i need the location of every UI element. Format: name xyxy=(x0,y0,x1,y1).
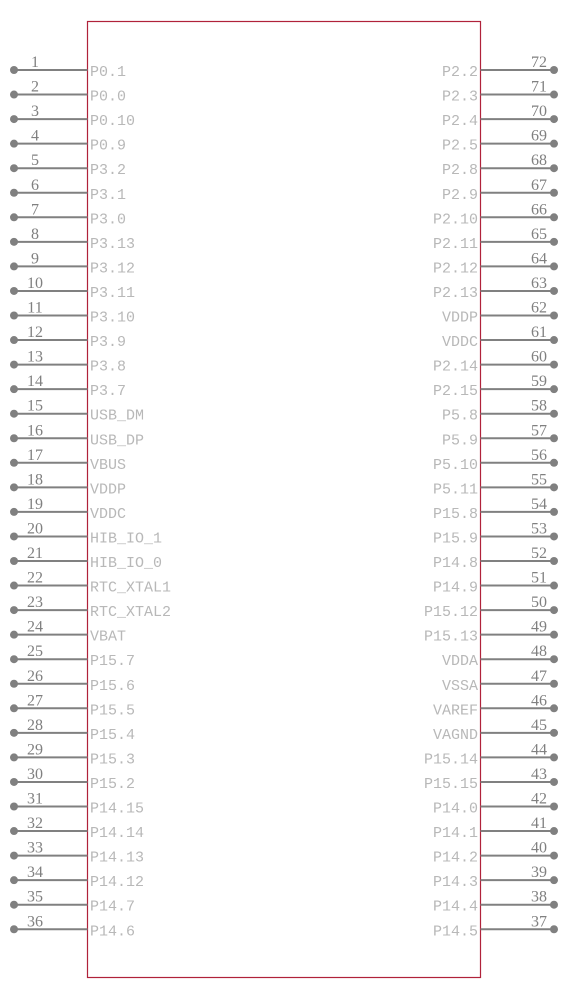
pin-endpoint-dot xyxy=(550,238,558,246)
pin-57 xyxy=(442,422,558,449)
pin-number: 63 xyxy=(531,274,547,292)
pin-endpoint-dot xyxy=(10,115,18,123)
pin-endpoint-dot xyxy=(10,655,18,663)
pin-number: 57 xyxy=(531,422,547,440)
pin-number: 39 xyxy=(531,864,547,882)
pin-13 xyxy=(10,349,126,376)
pin-23 xyxy=(10,594,171,621)
pin-endpoint-dot xyxy=(10,508,18,516)
pin-10 xyxy=(10,275,135,302)
pin-60 xyxy=(433,349,558,376)
pin-endpoint-dot xyxy=(10,213,18,221)
pin-number: 54 xyxy=(531,495,547,513)
pin-49 xyxy=(424,619,558,646)
pin-name-label: P15.14 xyxy=(423,751,478,769)
pin-number: 23 xyxy=(27,594,43,612)
pin-endpoint-dot xyxy=(550,606,558,614)
pin-endpoint-dot xyxy=(10,66,18,74)
pin-45 xyxy=(433,717,558,744)
pin-43 xyxy=(424,766,558,793)
pin-endpoint-dot xyxy=(550,827,558,835)
pin-2 xyxy=(10,79,126,106)
pin-name-label: VBAT xyxy=(90,628,127,646)
pin-endpoint-dot xyxy=(550,876,558,884)
pin-21 xyxy=(10,545,162,572)
pin-number: 66 xyxy=(531,201,547,219)
pin-name-label: P14.15 xyxy=(90,800,145,818)
pin-name-label: P2.3 xyxy=(441,88,478,106)
pin-endpoint-dot xyxy=(550,213,558,221)
pin-endpoint-dot xyxy=(10,532,18,540)
pin-35 xyxy=(10,889,135,916)
pin-number: 18 xyxy=(27,471,43,489)
pin-endpoint-dot xyxy=(10,385,18,393)
pin-endpoint-dot xyxy=(10,876,18,884)
pin-50 xyxy=(424,594,558,621)
ic-body-outline xyxy=(88,22,481,978)
pin-4 xyxy=(10,128,126,155)
pin-name-label: HIB_IO_0 xyxy=(90,555,163,572)
pin-endpoint-dot xyxy=(10,361,18,369)
pin-endpoint-dot xyxy=(10,483,18,491)
pin-12 xyxy=(10,324,126,351)
pin-endpoint-dot xyxy=(10,680,18,688)
pin-endpoint-dot xyxy=(550,803,558,811)
pin-33 xyxy=(10,840,144,867)
pin-endpoint-dot xyxy=(10,287,18,295)
pin-number: 55 xyxy=(531,471,547,489)
pin-endpoint-dot xyxy=(550,459,558,467)
pin-name-label: P3.7 xyxy=(90,383,127,401)
pin-28 xyxy=(10,717,135,744)
pin-name-label: P14.2 xyxy=(432,849,478,867)
pin-number: 8 xyxy=(31,225,39,243)
pin-37 xyxy=(433,913,558,940)
pin-endpoint-dot xyxy=(10,729,18,737)
pin-number: 50 xyxy=(531,594,547,612)
pin-71 xyxy=(442,79,558,106)
pin-72 xyxy=(442,54,558,81)
pin-number: 60 xyxy=(531,348,547,366)
pin-7 xyxy=(10,201,126,228)
pin-number: 49 xyxy=(531,618,547,636)
pin-61 xyxy=(442,324,558,351)
pin-44 xyxy=(424,741,558,768)
pin-endpoint-dot xyxy=(550,312,558,320)
pin-number: 67 xyxy=(531,176,547,194)
pin-6 xyxy=(10,177,126,204)
pin-name-label: P14.3 xyxy=(432,874,478,892)
pin-46 xyxy=(433,692,558,719)
pin-endpoint-dot xyxy=(550,483,558,491)
pin-name-label: P3.0 xyxy=(90,211,127,229)
pin-number: 40 xyxy=(531,839,547,857)
pin-name-label: USB_DM xyxy=(90,407,145,425)
pin-11 xyxy=(10,300,135,327)
pin-name-label: P0.10 xyxy=(90,113,136,131)
pin-63 xyxy=(433,275,558,302)
pin-endpoint-dot xyxy=(10,778,18,786)
pin-name-label: P2.5 xyxy=(441,137,478,155)
pin-8 xyxy=(10,226,135,253)
right-pin-group xyxy=(424,54,558,940)
pin-number: 56 xyxy=(531,446,547,464)
pin-endpoint-dot xyxy=(550,655,558,663)
pin-name-label: P14.14 xyxy=(90,825,145,843)
pin-number: 46 xyxy=(531,692,547,710)
pin-number: 65 xyxy=(531,225,547,243)
pin-number: 36 xyxy=(27,913,43,931)
pin-endpoint-dot xyxy=(10,606,18,614)
pin-name-label: P14.13 xyxy=(90,849,145,867)
pin-number: 32 xyxy=(27,815,43,833)
pin-34 xyxy=(10,864,144,891)
pin-endpoint-dot xyxy=(10,410,18,418)
pin-name-label: P14.5 xyxy=(432,923,478,941)
pin-52 xyxy=(433,545,558,572)
pin-name-label: P3.13 xyxy=(90,235,136,253)
pin-number: 20 xyxy=(27,520,43,538)
pin-15 xyxy=(10,398,144,425)
pin-number: 6 xyxy=(31,176,39,194)
pin-name-label: VDDA xyxy=(441,653,478,671)
pin-number: 48 xyxy=(531,643,547,661)
pin-name-label: P3.1 xyxy=(90,186,127,204)
pin-name-label: VDDP xyxy=(441,309,478,327)
pin-endpoint-dot xyxy=(550,704,558,712)
pin-number: 15 xyxy=(27,397,43,415)
pin-number: 14 xyxy=(27,373,43,391)
pin-name-label: P3.10 xyxy=(90,309,136,327)
pin-number: 44 xyxy=(531,741,547,759)
pin-endpoint-dot xyxy=(550,778,558,786)
pin-name-label: P14.6 xyxy=(90,923,136,941)
pin-38 xyxy=(433,889,558,916)
pin-55 xyxy=(433,471,558,498)
pin-name-label: RTC_XTAL2 xyxy=(90,604,172,622)
pin-endpoint-dot xyxy=(550,680,558,688)
pin-40 xyxy=(433,840,558,867)
pin-25 xyxy=(10,643,135,670)
pin-number: 37 xyxy=(531,913,547,931)
pin-endpoint-dot xyxy=(10,312,18,320)
pin-30 xyxy=(10,766,135,793)
pin-name-label: P15.6 xyxy=(90,677,136,695)
pin-number: 4 xyxy=(31,127,39,145)
pin-number: 2 xyxy=(31,78,39,96)
pin-number: 61 xyxy=(531,324,547,342)
pin-endpoint-dot xyxy=(550,508,558,516)
pin-18 xyxy=(10,471,126,498)
pin-16 xyxy=(10,422,144,449)
pin-name-label: P14.4 xyxy=(432,898,478,916)
pin-number: 13 xyxy=(27,348,43,366)
pin-name-label: P2.13 xyxy=(432,284,478,302)
pin-number: 43 xyxy=(531,765,547,783)
pin-name-label: VSSA xyxy=(441,677,478,695)
pin-name-label: P3.8 xyxy=(90,358,127,376)
pin-22 xyxy=(10,570,171,597)
pin-number: 28 xyxy=(27,716,43,734)
pin-51 xyxy=(433,570,558,597)
pin-endpoint-dot xyxy=(550,140,558,148)
pin-number: 53 xyxy=(531,520,547,538)
pin-endpoint-dot xyxy=(550,410,558,418)
pin-name-label: VDDC xyxy=(441,334,478,352)
pin-number: 12 xyxy=(27,324,43,342)
pin-number: 22 xyxy=(27,569,43,587)
pin-36 xyxy=(10,913,135,940)
pin-67 xyxy=(442,177,558,204)
pin-number: 17 xyxy=(27,446,43,464)
pin-name-label: VBUS xyxy=(90,456,127,474)
pin-name-label: P15.13 xyxy=(423,628,478,646)
pin-name-label: P14.8 xyxy=(432,555,478,572)
pin-32 xyxy=(10,815,144,842)
pin-65 xyxy=(433,226,558,253)
pin-name-label: P0.9 xyxy=(90,137,127,155)
pin-name-label: P2.12 xyxy=(432,260,478,278)
pin-number: 33 xyxy=(27,839,43,857)
pin-endpoint-dot xyxy=(550,901,558,909)
pin-1 xyxy=(10,54,126,81)
pin-number: 3 xyxy=(31,103,39,121)
pin-number: 26 xyxy=(27,667,43,685)
pin-endpoint-dot xyxy=(550,434,558,442)
pin-endpoint-dot xyxy=(550,385,558,393)
pin-endpoint-dot xyxy=(10,852,18,860)
pin-47 xyxy=(442,668,558,695)
pin-number: 47 xyxy=(531,667,547,685)
pin-64 xyxy=(433,250,558,277)
pin-name-label: VAREF xyxy=(432,702,478,720)
pin-name-label: P3.2 xyxy=(90,162,127,180)
pin-name-label: VAGND xyxy=(432,726,478,744)
pin-name-label: P15.9 xyxy=(432,530,478,548)
pin-endpoint-dot xyxy=(10,459,18,467)
pin-53 xyxy=(433,520,558,547)
pin-number: 72 xyxy=(531,54,547,71)
pin-name-label: P2.10 xyxy=(432,211,478,229)
pin-endpoint-dot xyxy=(550,532,558,540)
pin-number: 42 xyxy=(531,790,547,808)
pin-3 xyxy=(10,103,135,130)
pin-name-label: USB_DP xyxy=(90,432,145,450)
pin-endpoint-dot xyxy=(10,140,18,148)
pin-27 xyxy=(10,692,135,719)
pin-68 xyxy=(442,152,558,179)
pin-58 xyxy=(442,398,558,425)
pin-endpoint-dot xyxy=(550,336,558,344)
pin-endpoint-dot xyxy=(10,631,18,639)
pin-number: 45 xyxy=(531,716,547,734)
left-pin-group xyxy=(10,54,171,940)
pin-39 xyxy=(433,864,558,891)
pin-69 xyxy=(442,128,558,155)
pin-41 xyxy=(433,815,558,842)
pin-54 xyxy=(433,496,558,523)
pin-name-label: P3.9 xyxy=(90,334,127,352)
pin-name-label: P14.12 xyxy=(90,874,145,892)
pin-number: 51 xyxy=(531,569,547,587)
pin-number: 71 xyxy=(531,78,547,96)
pin-26 xyxy=(10,668,135,695)
pin-14 xyxy=(10,373,126,400)
pin-name-label: P5.9 xyxy=(441,432,478,450)
pin-name-label: VDDC xyxy=(90,505,127,523)
pin-endpoint-dot xyxy=(10,582,18,590)
pin-number: 29 xyxy=(27,741,43,759)
pin-name-label: P2.2 xyxy=(441,64,478,81)
pin-5 xyxy=(10,152,126,179)
pin-name-label: P15.7 xyxy=(90,653,136,671)
pin-endpoint-dot xyxy=(10,803,18,811)
pin-19 xyxy=(10,496,126,523)
pin-endpoint-dot xyxy=(550,753,558,761)
pin-56 xyxy=(433,447,558,474)
pin-name-label: HIB_IO_1 xyxy=(90,530,163,548)
pin-20 xyxy=(10,520,162,547)
pin-name-label: P2.14 xyxy=(432,358,478,376)
pin-name-label: P0.1 xyxy=(90,64,127,81)
pin-name-label: P15.15 xyxy=(423,775,478,793)
pin-number: 31 xyxy=(27,790,43,808)
pin-number: 58 xyxy=(531,397,547,415)
pin-endpoint-dot xyxy=(10,557,18,565)
pin-number: 62 xyxy=(531,299,547,317)
pin-endpoint-dot xyxy=(10,753,18,761)
pin-name-label: P15.5 xyxy=(90,702,136,720)
pin-number: 24 xyxy=(27,618,43,636)
pin-endpoint-dot xyxy=(10,262,18,270)
pin-endpoint-dot xyxy=(10,164,18,172)
pin-name-label: P14.9 xyxy=(432,579,478,597)
pin-number: 11 xyxy=(27,299,43,317)
pin-name-label: RTC_XTAL1 xyxy=(90,579,172,597)
pin-name-label: P5.8 xyxy=(441,407,478,425)
pin-number: 27 xyxy=(27,692,43,710)
pin-endpoint-dot xyxy=(10,336,18,344)
pin-endpoint-dot xyxy=(10,827,18,835)
pin-number: 19 xyxy=(27,495,43,513)
pin-48 xyxy=(442,643,558,670)
pin-endpoint-dot xyxy=(10,189,18,197)
pin-number: 7 xyxy=(31,201,39,219)
pin-name-label: P15.4 xyxy=(90,726,136,744)
pin-number: 34 xyxy=(27,864,43,882)
pin-endpoint-dot xyxy=(550,925,558,933)
pin-endpoint-dot xyxy=(550,287,558,295)
pin-endpoint-dot xyxy=(10,925,18,933)
pin-endpoint-dot xyxy=(10,91,18,99)
pin-number: 9 xyxy=(31,250,39,268)
pin-name-label: P14.1 xyxy=(432,825,478,843)
pin-name-label: P15.8 xyxy=(432,505,478,523)
pin-name-label: P5.10 xyxy=(432,456,478,474)
pin-number: 64 xyxy=(531,250,547,268)
pin-number: 59 xyxy=(531,373,547,391)
pin-70 xyxy=(442,103,558,130)
pin-name-label: P14.0 xyxy=(432,800,478,818)
pin-17 xyxy=(10,447,126,474)
pin-name-label: P2.8 xyxy=(441,162,478,180)
pin-number: 70 xyxy=(531,103,547,121)
pin-name-label: P2.9 xyxy=(441,186,478,204)
pin-42 xyxy=(433,791,558,818)
pin-endpoint-dot xyxy=(550,115,558,123)
pin-name-label: P3.12 xyxy=(90,260,136,278)
pin-endpoint-dot xyxy=(550,852,558,860)
pin-24 xyxy=(10,619,126,646)
pin-name-label: P2.11 xyxy=(432,235,478,253)
pin-number: 69 xyxy=(531,127,547,145)
pin-endpoint-dot xyxy=(10,901,18,909)
pin-endpoint-dot xyxy=(550,66,558,74)
pin-name-label: P5.11 xyxy=(432,481,478,499)
pin-number: 10 xyxy=(27,274,43,292)
pin-endpoint-dot xyxy=(550,164,558,172)
pin-endpoint-dot xyxy=(10,434,18,442)
pin-59 xyxy=(433,373,558,400)
pin-endpoint-dot xyxy=(550,189,558,197)
pin-number: 1 xyxy=(31,54,39,71)
pin-name-label: P2.4 xyxy=(441,113,478,131)
pin-31 xyxy=(10,791,144,818)
pin-name-label: P15.12 xyxy=(423,604,478,622)
pin-number: 52 xyxy=(531,545,547,562)
pin-endpoint-dot xyxy=(550,631,558,639)
pin-name-label: P15.2 xyxy=(90,775,136,793)
pin-endpoint-dot xyxy=(10,704,18,712)
pin-endpoint-dot xyxy=(550,582,558,590)
pin-62 xyxy=(442,300,558,327)
pin-number: 30 xyxy=(27,765,43,783)
pin-number: 21 xyxy=(27,545,43,562)
pin-number: 16 xyxy=(27,422,43,440)
pin-9 xyxy=(10,250,135,277)
pin-number: 25 xyxy=(27,643,43,661)
pin-name-label: P2.15 xyxy=(432,383,478,401)
pin-66 xyxy=(433,201,558,228)
pin-endpoint-dot xyxy=(550,557,558,565)
pin-name-label: P15.3 xyxy=(90,751,136,769)
pin-endpoint-dot xyxy=(550,91,558,99)
pin-29 xyxy=(10,741,135,768)
pin-endpoint-dot xyxy=(550,361,558,369)
pin-name-label: P14.7 xyxy=(90,898,136,916)
pin-name-label: VDDP xyxy=(90,481,127,499)
pin-name-label: P0.0 xyxy=(90,88,127,106)
pin-name-label: P3.11 xyxy=(90,284,136,302)
pin-endpoint-dot xyxy=(550,262,558,270)
pin-number: 38 xyxy=(531,888,547,906)
pin-number: 41 xyxy=(531,815,547,833)
pin-endpoint-dot xyxy=(10,238,18,246)
pin-number: 68 xyxy=(531,152,547,170)
pin-number: 5 xyxy=(31,152,39,170)
pin-number: 35 xyxy=(27,888,43,906)
pin-endpoint-dot xyxy=(550,729,558,737)
